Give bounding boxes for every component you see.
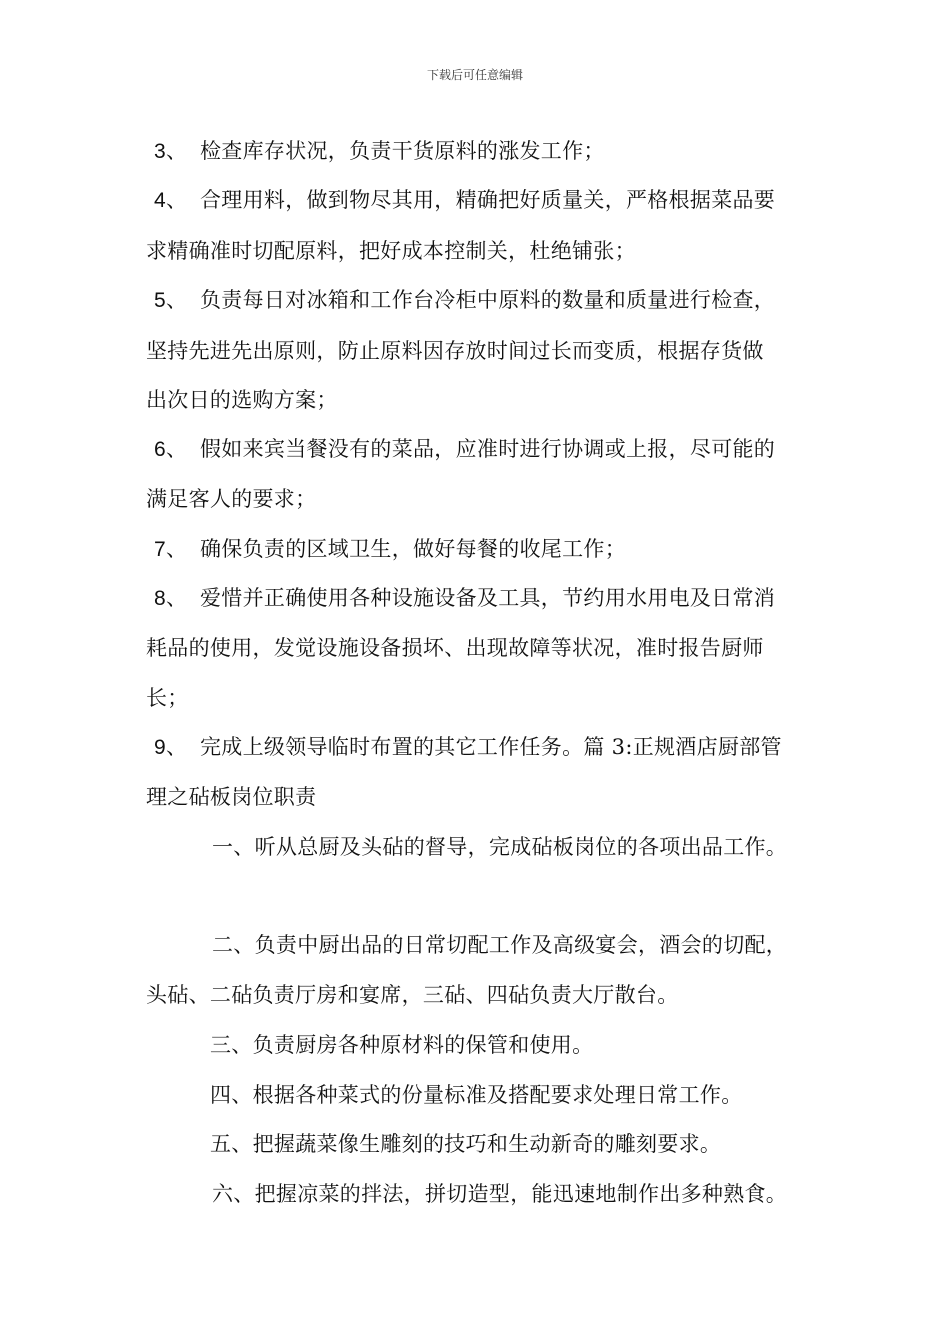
list-item-5 xyxy=(146,285,775,316)
item-number: 4、 xyxy=(154,189,188,212)
duty-3: 三、负责厨房各种原材料的保管和使用。 xyxy=(210,1033,594,1057)
item-text: 完成上级领导临时布置的其它工作任务。篇 3:正规酒店厨部管 xyxy=(200,735,782,759)
duty-2: 二、负责中厨出品的日常切配工作及高级宴会，酒会的切配， xyxy=(212,933,788,957)
list-item-7 xyxy=(146,534,626,565)
list-item-9 xyxy=(146,732,782,763)
text-line: 坚持先进先出原则，防止原料因存放时间过长而变质，根据存货做 xyxy=(146,339,764,363)
duty-5: 五、把握蔬菜像生雕刻的技巧和生动新奇的雕刻要求。 xyxy=(210,1132,722,1156)
item-text: 假如来宾当餐没有的菜品，应准时进行协调或上报，尽可能的 xyxy=(200,437,776,461)
list-item-3 xyxy=(146,136,605,167)
list-item-8 xyxy=(146,583,775,614)
item-number: 9、 xyxy=(154,736,188,759)
duty-1: 一、听从总厨及头砧的督导，完成砧板岗位的各项出品工作。 xyxy=(212,835,788,859)
item-text: 检查库存状况，负责干货原料的涨发工作； xyxy=(200,139,605,163)
item-number: 5、 xyxy=(154,289,188,312)
list-item-6 xyxy=(146,434,775,465)
item-text: 确保负责的区域卫生，做好每餐的收尾工作； xyxy=(200,537,626,561)
duty-6: 六、把握凉菜的拌法，拼切造型，能迅速地制作出多种熟食。 xyxy=(212,1182,788,1206)
item-number: 8、 xyxy=(154,587,188,610)
item-text: 合理用料，做到物尽其用，精确把好质量关，严格根据菜品要 xyxy=(200,188,776,212)
item-text: 负责每日对冰箱和工作台冷柜中原料的数量和质量进行检查， xyxy=(200,288,776,312)
section-title: 理之砧板岗位职责 xyxy=(146,785,317,809)
text-line: 出次日的选购方案； xyxy=(146,388,338,412)
item-number: 3、 xyxy=(154,140,188,163)
text-line: 长； xyxy=(146,686,189,710)
text-line: 求精确准时切配原料，把好成本控制关，杜绝铺张； xyxy=(146,239,636,263)
duty-4: 四、根据各种菜式的份量标准及搭配要求处理日常工作。 xyxy=(210,1083,743,1107)
item-text: 爱惜并正确使用各种设施设备及工具，节约用水用电及日常消 xyxy=(200,586,776,610)
item-number: 6、 xyxy=(154,438,188,461)
text-line: 耗品的使用，发觉设施设备损坏、出现故障等状况，准时报告厨师 xyxy=(146,636,764,660)
page-header: 下载后可任意编辑 xyxy=(426,68,523,82)
item-number: 7、 xyxy=(154,538,188,561)
list-item-4 xyxy=(146,185,775,216)
text-line: 满足客人的要求； xyxy=(146,487,317,511)
text-line: 头砧、二砧负责厅房和宴席，三砧、四砧负责大厅散台。 xyxy=(146,983,679,1007)
